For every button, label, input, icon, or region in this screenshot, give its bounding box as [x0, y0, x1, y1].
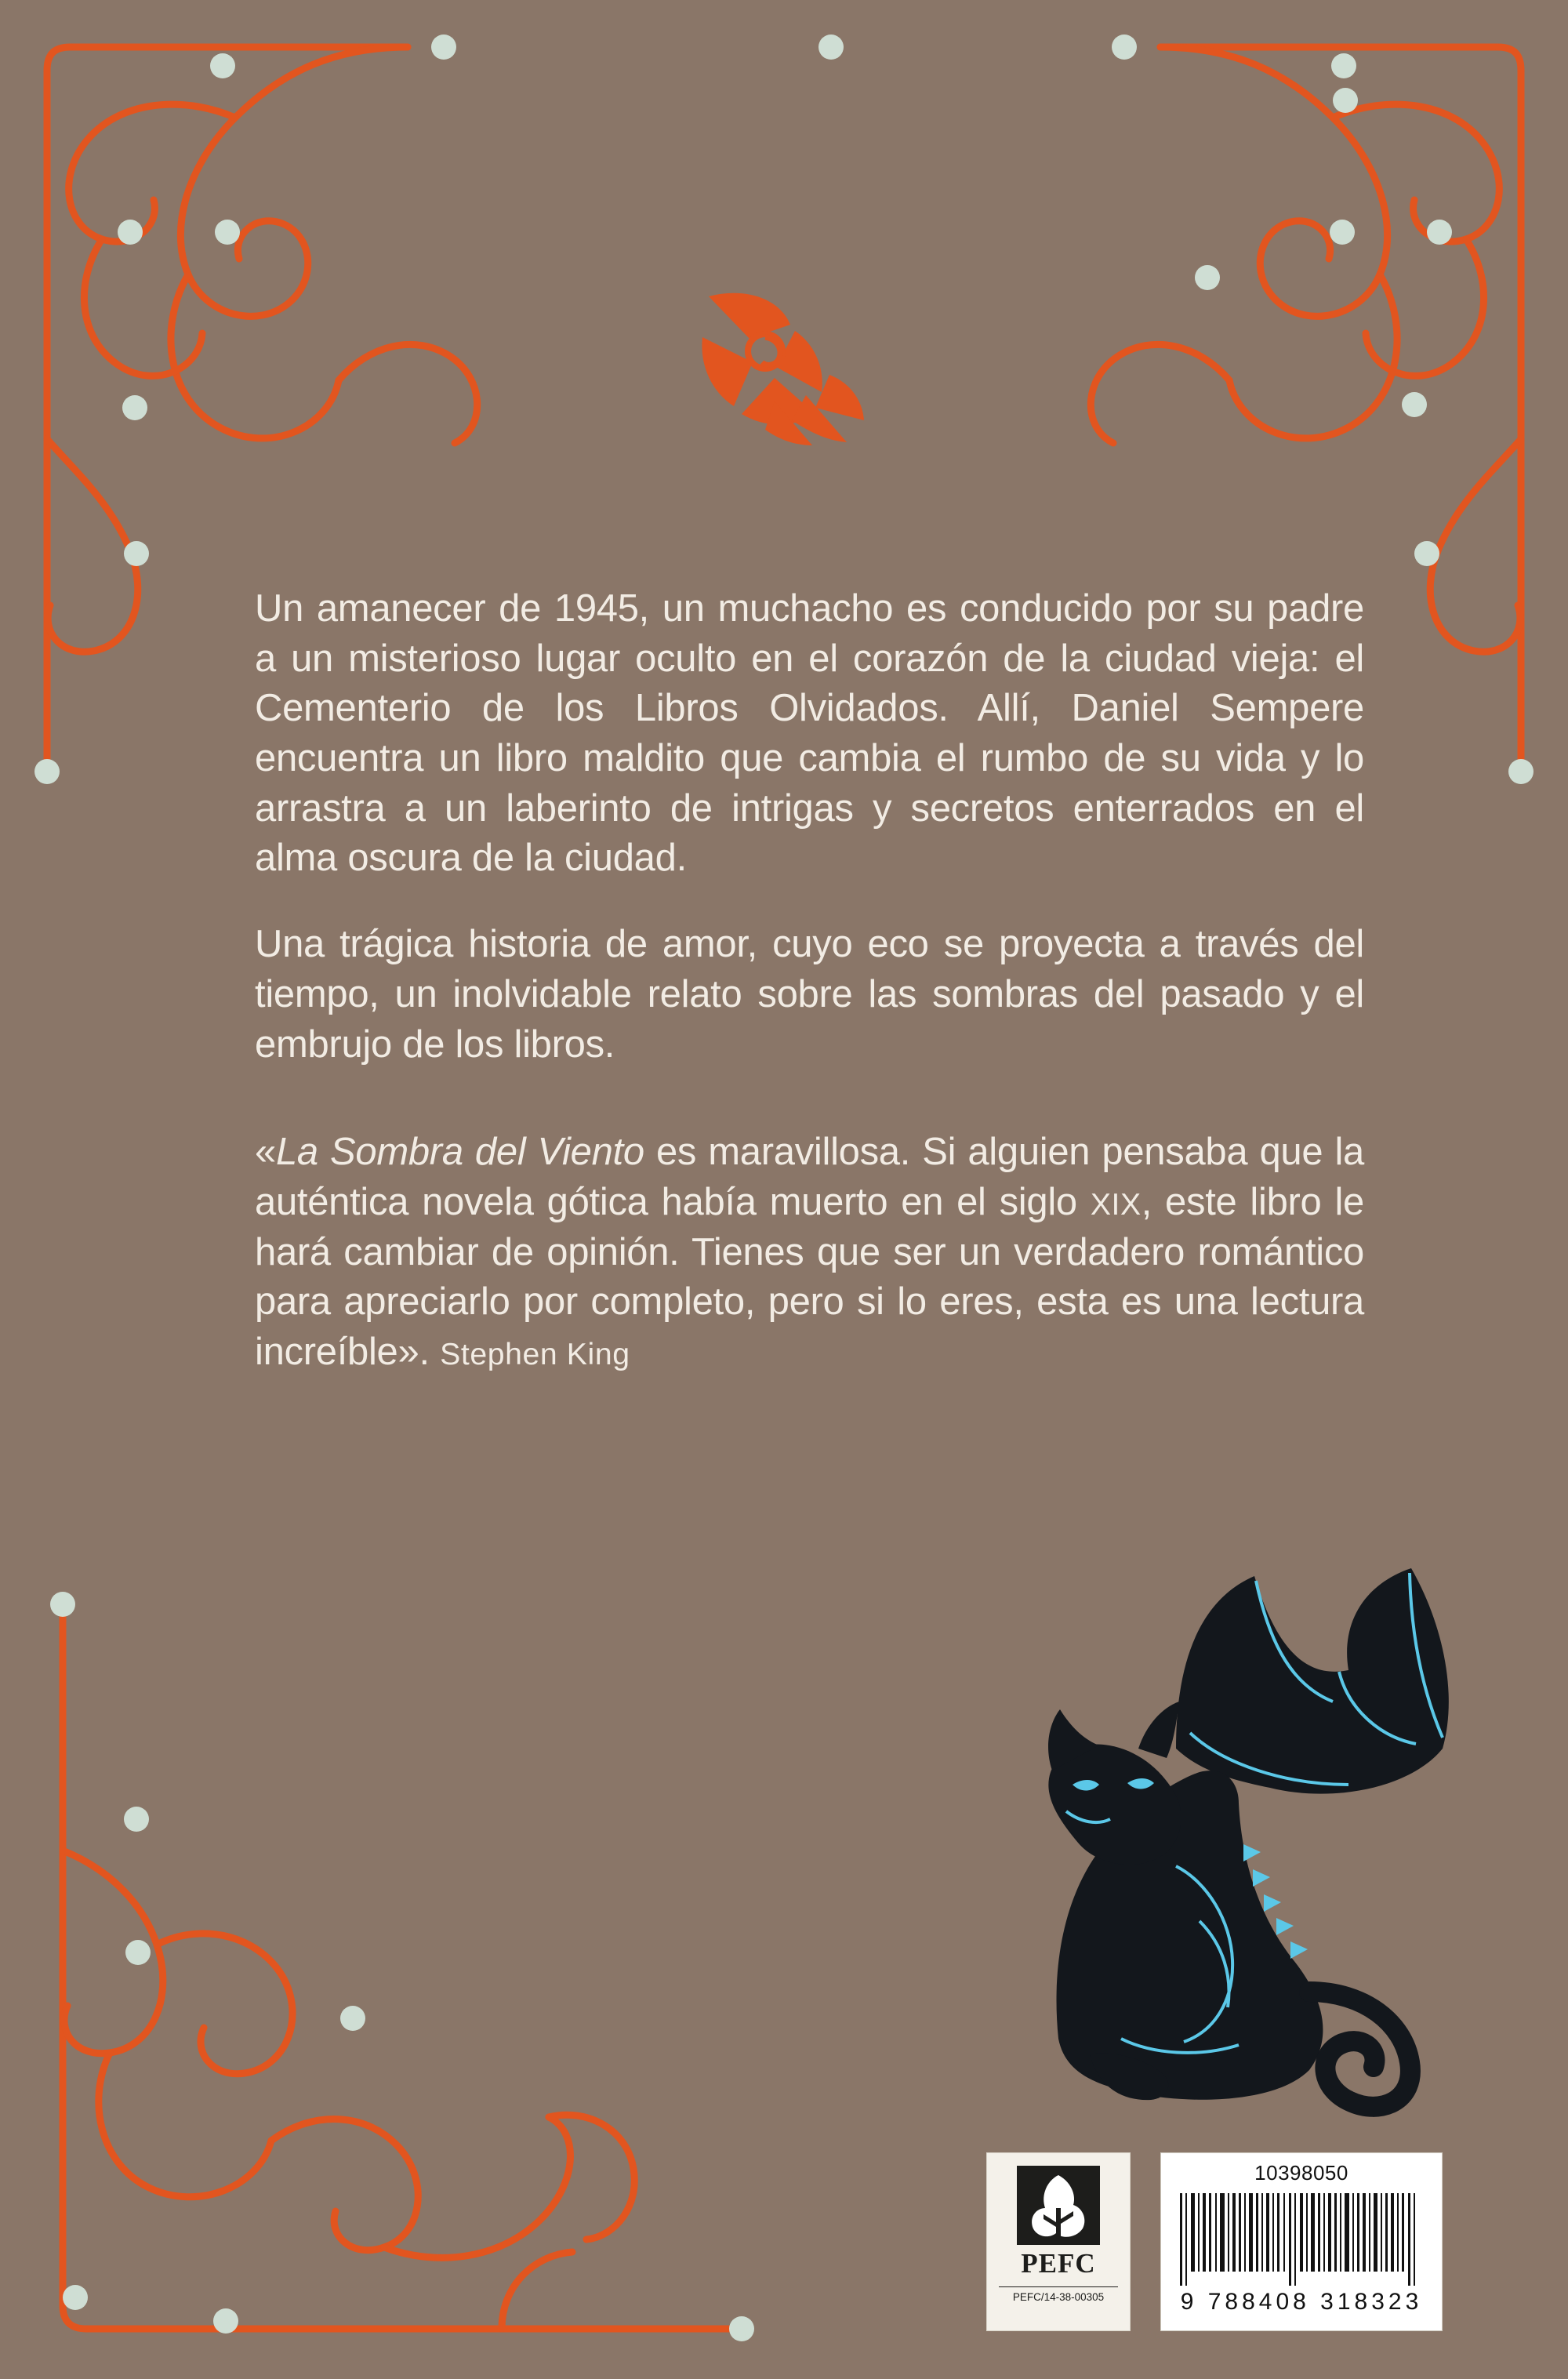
blurb-quote [255, 1128, 1364, 1377]
quote-century: XIX [1090, 1187, 1142, 1222]
publisher-logo [698, 290, 870, 447]
quote-body-2: , este libro le hará cambiar de opinión. Tienes que ser un verdadero romántico para apreciarlo por completo, pero si lo eres, esta es una lectura increíble». [255, 1180, 1364, 1373]
quote-body-1: es maravillosa. Si alguien pensaba que la auténtica novela gótica había muerto en el siglo [255, 1131, 1364, 1223]
quote-title: La Sombra del Viento [275, 1131, 644, 1174]
blurb-paragraph-1: Un amanecer de 1945, un muchacho es conducido por su padre a un misterioso lugar oculto en el corazón de la ciudad vieja: el Cementerio de los Libros Olvidados. Allí, Daniel Sempere encuentra un libro maldito que cambia el rumbo de su vida y lo arrastra a un laberinto de intrigas y secretos enterrados en el alma oscura de la ciudad. [255, 587, 1364, 880]
quote-open: « [255, 1131, 276, 1174]
blurb-paragraph-2: Una trágica historia de amor, cuyo eco se proyecta a través del tiempo, un inolvidable relato sobre las sombras del pasado y el embrujo de los libros. [255, 923, 1364, 1066]
barcode-block [1160, 2152, 1443, 2331]
barcode-bars [1177, 2193, 1426, 2287]
pefc-code: PEFC/14-38-00305 [999, 2286, 1118, 2303]
dragon-illustration [941, 1553, 1474, 2117]
tree-icon [1015, 2164, 1102, 2246]
quote-attribution: Stephen King [440, 1337, 630, 1371]
pefc-wordmark: PEFC [1021, 2248, 1096, 2279]
blurb-text-block [255, 584, 1364, 1378]
barcode-top-number: 10398050 [1254, 2161, 1348, 2185]
pefc-badge [986, 2152, 1131, 2331]
barcode-isbn-number: 9 788408 318323 [1180, 2289, 1423, 2315]
